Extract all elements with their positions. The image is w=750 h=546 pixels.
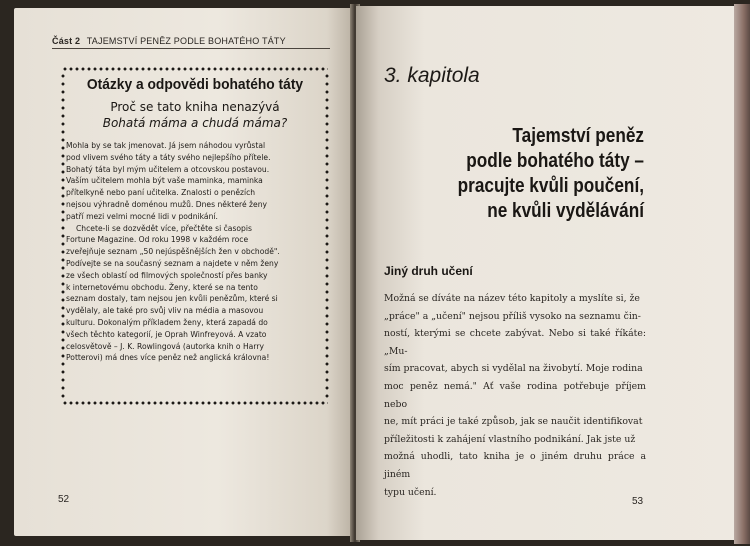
text-line: Vaším učitelem mohla být vaše maminka, maminka: [66, 176, 263, 186]
text-line: kulturu. Dokonalým příkladem ženy, která zapadá do: [66, 317, 268, 327]
text-line: typu učení.: [384, 486, 437, 498]
chapter-title-line: ne kvůli vydělávání: [487, 200, 644, 222]
box-paragraph-1: [66, 140, 322, 223]
text-line: patří mezi velmi mocné lidi v podnikání.: [66, 211, 218, 221]
text-line: zveřejňuje seznam „50 nejúspěšnějších žen v obchodě".: [66, 247, 280, 257]
box-question-line2: Bohatá máma a chudá máma?: [102, 116, 288, 130]
text-line: vydělaly, ale také pro svůj vliv na média a masovou: [66, 306, 264, 316]
text-line: všech těchto kategorií, je Oprah Winfreyová. A vzato: [66, 329, 267, 339]
text-line: pod vlivem svého táty a táty svého nejlepšího přítele.: [66, 152, 271, 162]
chapter-label: 3. kapitola: [384, 64, 480, 87]
text-line: Fortune Magazine. Od roku 1998 v každém roce: [66, 235, 249, 245]
text-line: k internetovému obchodu. Ženy, které se na tento: [66, 282, 258, 292]
chapter-title-line: pracujte kvůli poučení,: [457, 175, 644, 197]
text-line: „práce" a „učení" nejsou příliš vysoko na seznamu čin-: [384, 310, 641, 322]
running-head-rule: [52, 48, 330, 49]
text-line: Chcete-li se dozvědět více, přečtěte si časopis: [76, 223, 252, 233]
text-line: sím pracovat, abych si vydělal na živobytí. Moje rodina: [384, 363, 643, 375]
text-line: moc peněz nemá." Ať vaše rodina potřebuje příjem nebo: [384, 380, 646, 410]
box-answer-text: [66, 140, 322, 364]
box-question-line1: Proč se tato kniha nenazývá: [110, 100, 280, 114]
text-line: ze všech oblastí od filmových společností přes banky: [66, 270, 268, 280]
text-line: Bohatý táta byl mým učitelem a otcovskou postavou.: [66, 164, 270, 174]
running-head-title: TAJEMSTVÍ PENĚZ PODLE BOHATÉHO TÁTY: [86, 36, 286, 46]
text-line: Potterovi) má dnes více peněz než anglická královna!: [66, 353, 270, 363]
running-head: [52, 36, 332, 46]
text-line: seznam dostaly, tam nejsou jen kvůli penězům, které si: [66, 294, 278, 304]
chapter-title-line: podle bohatého táty –: [466, 150, 644, 172]
dotted-border-top: [62, 66, 328, 72]
page-edge: [734, 4, 750, 544]
box-title: Otázky a odpovědi bohatého táty: [86, 76, 304, 93]
page-number-left: 52: [58, 494, 70, 505]
page-number-right: 53: [632, 496, 644, 507]
text-line: ne, mít práci je také způsob, jak se naučit identifikovat: [384, 416, 643, 428]
dotted-border-bottom: [62, 400, 328, 406]
text-line: Možná se díváte na název této kapitoly a myslíte si, že: [384, 293, 640, 304]
text-line: nejsou výhradně doménou mužů. Dnes některé ženy: [66, 199, 268, 209]
text-line: celosvětově – J. K. Rowlingová (autorka knih o Harry: [66, 341, 264, 351]
running-head-part: Část 2: [52, 36, 81, 46]
qa-sidebar-box: [62, 66, 328, 406]
text-line: možná uhodli, tato kniha je o jiném druhu práce a jiném: [384, 451, 646, 480]
box-paragraph-2: [66, 223, 322, 365]
text-line: přítelkyně nebo paní učitelka. Znalosti o penězích: [66, 188, 256, 198]
body-text: [384, 290, 646, 501]
text-line: ností, kterými se chcete zabývat. Nebo si také říkáte: „Mu-: [384, 328, 646, 357]
section-heading: Jiný druh učení: [384, 264, 473, 278]
chapter-title: [424, 124, 644, 224]
text-line: příležitosti k zahájení vlastního podnikání. Jak jste už: [384, 433, 636, 445]
text-line: Mohla by se tak jmenovat. Já jsem náhodou vyrůstal: [66, 141, 266, 150]
text-line: Podívejte se na současný seznam a najdete v něm ženy: [66, 258, 279, 268]
chapter-title-line: Tajemství peněz: [512, 125, 644, 147]
